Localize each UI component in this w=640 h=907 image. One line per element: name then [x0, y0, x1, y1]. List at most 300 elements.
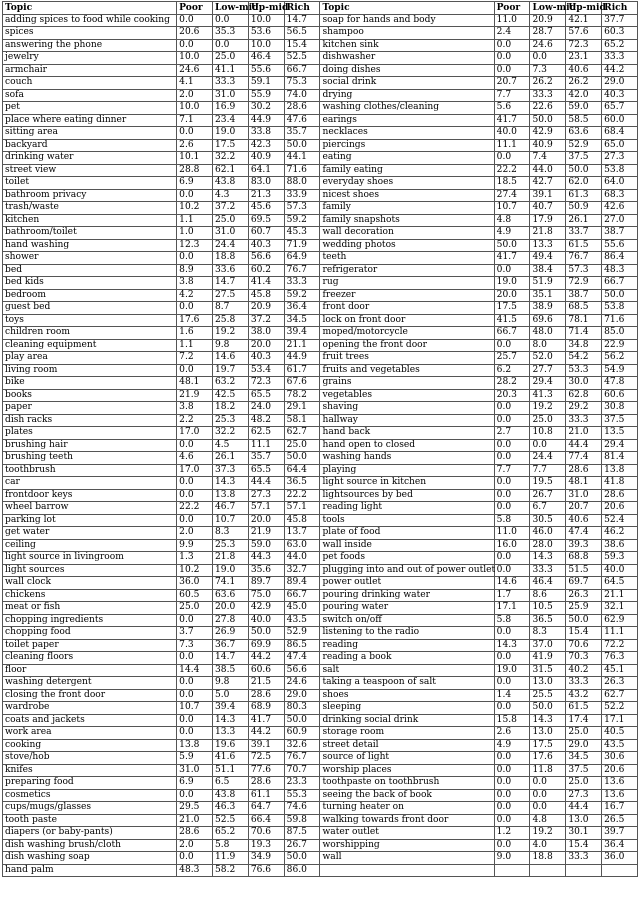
cell-poor-right: 1.7	[494, 589, 530, 602]
table-row	[3, 477, 638, 490]
cell-up-mid-left: 40.0	[248, 614, 284, 627]
cell-up-mid-right: 26.2	[566, 77, 602, 90]
table-row	[3, 464, 638, 477]
cell-rich-left: 24.6	[284, 677, 320, 690]
cell-poor-right: 0.0	[494, 339, 530, 352]
cell-up-mid-right: 70.6	[566, 639, 602, 652]
cell-rich-left: 86.0	[284, 864, 320, 877]
cell-low-mid-left: 25.8	[213, 314, 249, 327]
cell-up-mid-right: 57.3	[566, 264, 602, 277]
cell-poor-right: 2.6	[494, 727, 530, 740]
cell-poor-left: 1.3	[177, 552, 213, 565]
cell-topic-left: bathroom privacy	[3, 189, 177, 202]
cell-poor-right: 0.0	[494, 439, 530, 452]
cell-topic-left: trash/waste	[3, 202, 177, 215]
cell-rich-right: 27.3	[602, 152, 638, 165]
cell-poor-right: 0.0	[494, 702, 530, 715]
cell-up-mid-right: 61.5	[566, 702, 602, 715]
cell-poor-left: 0.0	[177, 689, 213, 702]
cell-low-mid-right: 33.3	[530, 564, 566, 577]
cell-rich-right: 66.7	[602, 277, 638, 290]
cell-topic-right: shampoo	[320, 27, 494, 40]
cell-rich-left: 60.9	[284, 727, 320, 740]
cell-poor-left: 22.2	[177, 502, 213, 515]
table-row	[3, 402, 638, 415]
cell-low-mid-right: 41.9	[530, 652, 566, 665]
table-row	[3, 539, 638, 552]
cell-rich-right: 81.4	[602, 452, 638, 465]
cell-low-mid-left: 37.3	[213, 464, 249, 477]
cell-low-mid-right: 41.3	[530, 389, 566, 402]
cell-topic-right: freezer	[320, 289, 494, 302]
cell-rich-right: 50.0	[602, 289, 638, 302]
cell-poor-right: 0.0	[494, 502, 530, 515]
cell-rich-right	[602, 864, 638, 877]
cell-up-mid-right: 29.0	[566, 739, 602, 752]
cell-up-mid-right: 26.1	[566, 214, 602, 227]
cell-low-mid-right: 40.9	[530, 139, 566, 152]
cell-topic-right: grains	[320, 377, 494, 390]
cell-poor-left: 17.0	[177, 464, 213, 477]
column-header-left-up-mid: Up-mid	[248, 2, 284, 15]
table-row	[3, 377, 638, 390]
cell-up-mid-left: 39.1	[248, 739, 284, 752]
cell-rich-left: 78.2	[284, 389, 320, 402]
results-table-container	[2, 1, 638, 877]
cell-low-mid-left: 27.8	[213, 614, 249, 627]
cell-low-mid-left: 14.7	[213, 277, 249, 290]
cell-rich-left: 22.2	[284, 489, 320, 502]
cell-low-mid-left: 19.2	[213, 327, 249, 340]
cell-rich-right: 40.3	[602, 89, 638, 102]
cell-up-mid-left: 40.9	[248, 152, 284, 165]
column-header-right-up-mid: Up-mid	[566, 2, 602, 15]
cell-low-mid-left: 14.6	[213, 352, 249, 365]
table-row	[3, 714, 638, 727]
cell-topic-right: worship places	[320, 764, 494, 777]
cell-low-mid-left: 4.5	[213, 439, 249, 452]
cell-rich-left: 50.0	[284, 852, 320, 865]
cell-up-mid-left: 55.9	[248, 89, 284, 102]
cell-up-mid-left: 44.2	[248, 652, 284, 665]
cell-poor-right: 41.5	[494, 314, 530, 327]
cell-topic-right: wedding photos	[320, 239, 494, 252]
cell-up-mid-right: 38.7	[566, 289, 602, 302]
cell-up-mid-left: 35.6	[248, 564, 284, 577]
cell-topic-left: toilet	[3, 177, 177, 190]
cell-poor-right: 0.0	[494, 489, 530, 502]
cell-low-mid-right: 30.5	[530, 514, 566, 527]
cell-low-mid-right: 7.7	[530, 464, 566, 477]
cell-up-mid-left: 37.2	[248, 314, 284, 327]
cell-low-mid-left: 26.9	[213, 627, 249, 640]
cell-up-mid-right: 57.6	[566, 27, 602, 40]
cell-poor-left: 0.0	[177, 852, 213, 865]
cell-rich-left: 61.7	[284, 364, 320, 377]
table-row	[3, 289, 638, 302]
cell-poor-left: 10.7	[177, 702, 213, 715]
cell-rich-right: 52.2	[602, 702, 638, 715]
cell-topic-left: plates	[3, 427, 177, 440]
cell-poor-left: 13.8	[177, 739, 213, 752]
cell-rich-right: 64.0	[602, 177, 638, 190]
cell-poor-left: 10.2	[177, 564, 213, 577]
cell-up-mid-right: 21.0	[566, 427, 602, 440]
cell-up-mid-right: 63.6	[566, 127, 602, 140]
cell-up-mid-right: 25.9	[566, 602, 602, 615]
cell-up-mid-right: 47.4	[566, 527, 602, 540]
cell-up-mid-right: 52.9	[566, 139, 602, 152]
cell-poor-right: 4.9	[494, 739, 530, 752]
cell-low-mid-right: 22.6	[530, 102, 566, 115]
cell-topic-right: opening the front door	[320, 339, 494, 352]
cell-poor-right: 16.0	[494, 539, 530, 552]
cell-topic-left: cups/mugs/glasses	[3, 802, 177, 815]
cell-low-mid-right: 24.6	[530, 39, 566, 52]
cell-rich-right: 33.3	[602, 52, 638, 65]
cell-topic-right: family eating	[320, 164, 494, 177]
table-row	[3, 677, 638, 690]
cell-poor-left: 17.6	[177, 314, 213, 327]
cell-rich-right: 41.8	[602, 477, 638, 490]
cell-poor-left: 2.0	[177, 89, 213, 102]
cell-poor-right: 18.5	[494, 177, 530, 190]
cell-poor-right: 0.0	[494, 152, 530, 165]
cell-low-mid-left: 31.0	[213, 89, 249, 102]
cell-topic-right: pet foods	[320, 552, 494, 565]
cell-topic-left: backyard	[3, 139, 177, 152]
cell-topic-right: sleeping	[320, 702, 494, 715]
cell-topic-right: hand open to closed	[320, 439, 494, 452]
cell-rich-right: 40.0	[602, 564, 638, 577]
table-row	[3, 802, 638, 815]
cell-low-mid-right: 0.0	[530, 52, 566, 65]
cell-topic-left: sofa	[3, 89, 177, 102]
cell-topic-right: nicest shoes	[320, 189, 494, 202]
cell-rich-right: 38.6	[602, 539, 638, 552]
cell-rich-left: 87.5	[284, 827, 320, 840]
cell-poor-right: 0.0	[494, 414, 530, 427]
cell-rich-left: 57.3	[284, 202, 320, 215]
table-row	[3, 514, 638, 527]
cell-topic-right: reading light	[320, 502, 494, 515]
cell-poor-left: 10.1	[177, 152, 213, 165]
cell-poor-left: 7.2	[177, 352, 213, 365]
cell-topic-right: wall inside	[320, 539, 494, 552]
cell-topic-right: tools	[320, 514, 494, 527]
table-row	[3, 602, 638, 615]
cell-topic-left: shower	[3, 252, 177, 265]
cell-poor-right: 14.3	[494, 639, 530, 652]
cell-up-mid-right: 44.4	[566, 439, 602, 452]
cell-low-mid-left: 36.7	[213, 639, 249, 652]
cell-topic-left: cosmetics	[3, 789, 177, 802]
cell-topic-left: diapers (or baby-pants)	[3, 827, 177, 840]
cell-low-mid-left: 18.2	[213, 402, 249, 415]
cell-rich-right: 26.5	[602, 814, 638, 827]
cell-up-mid-left: 21.3	[248, 189, 284, 202]
cell-rich-right: 13.6	[602, 789, 638, 802]
cell-poor-left: 20.6	[177, 27, 213, 40]
cell-topic-right: doing dishes	[320, 64, 494, 77]
cell-rich-right: 65.2	[602, 39, 638, 52]
results-table	[2, 1, 638, 877]
cell-up-mid-left: 41.7	[248, 714, 284, 727]
cell-up-mid-left: 20.0	[248, 339, 284, 352]
cell-rich-left: 32.7	[284, 564, 320, 577]
table-row	[3, 427, 638, 440]
cell-topic-right: worshipping	[320, 839, 494, 852]
cell-rich-right: 45.1	[602, 664, 638, 677]
cell-rich-left: 26.7	[284, 839, 320, 852]
cell-up-mid-left: 28.6	[248, 689, 284, 702]
cell-up-mid-right: 27.3	[566, 789, 602, 802]
cell-rich-left: 45.8	[284, 514, 320, 527]
cell-topic-right: source of light	[320, 752, 494, 765]
cell-poor-right: 15.8	[494, 714, 530, 727]
column-header-left-topic: Topic	[3, 2, 177, 15]
cell-up-mid-left: 10.0	[248, 14, 284, 27]
cell-rich-right: 29.4	[602, 439, 638, 452]
cell-poor-left: 14.4	[177, 664, 213, 677]
header-row	[3, 2, 638, 15]
cell-poor-left: 17.0	[177, 427, 213, 440]
table-row	[3, 214, 638, 227]
cell-poor-left: 31.0	[177, 764, 213, 777]
cell-poor-right: 10.7	[494, 202, 530, 215]
cell-topic-left: wall clock	[3, 577, 177, 590]
table-row	[3, 764, 638, 777]
cell-poor-right: 0.0	[494, 552, 530, 565]
cell-low-mid-right: 18.8	[530, 852, 566, 865]
cell-rich-left: 36.4	[284, 302, 320, 315]
cell-up-mid-left: 44.4	[248, 477, 284, 490]
cell-up-mid-left: 41.4	[248, 277, 284, 290]
cell-up-mid-right: 17.4	[566, 714, 602, 727]
cell-poor-left: 25.0	[177, 602, 213, 615]
cell-low-mid-right: 42.9	[530, 127, 566, 140]
cell-rich-left: 75.3	[284, 77, 320, 90]
cell-up-mid-right: 77.4	[566, 452, 602, 465]
cell-topic-right: fruit trees	[320, 352, 494, 365]
cell-low-mid-left: 21.8	[213, 552, 249, 565]
cell-up-mid-right: 37.5	[566, 152, 602, 165]
cell-low-mid-left: 43.8	[213, 177, 249, 190]
cell-low-mid-right: 51.9	[530, 277, 566, 290]
cell-poor-left: 2.0	[177, 839, 213, 852]
cell-up-mid-left: 59.0	[248, 539, 284, 552]
cell-low-mid-left: 13.8	[213, 489, 249, 502]
cell-poor-right: 28.2	[494, 377, 530, 390]
cell-poor-left: 21.9	[177, 389, 213, 402]
cell-topic-left: frontdoor keys	[3, 489, 177, 502]
cell-rich-left: 55.3	[284, 789, 320, 802]
cell-rich-left: 74.6	[284, 802, 320, 815]
cell-poor-right: 0.0	[494, 64, 530, 77]
table-row	[3, 777, 638, 790]
cell-topic-right: wall	[320, 852, 494, 865]
cell-low-mid-right: 38.4	[530, 264, 566, 277]
cell-rich-left: 43.5	[284, 614, 320, 627]
cell-up-mid-left: 72.3	[248, 377, 284, 390]
cell-low-mid-right: 28.7	[530, 27, 566, 40]
cell-topic-left: cleaning floors	[3, 652, 177, 665]
cell-low-mid-left: 26.1	[213, 452, 249, 465]
cell-low-mid-left: 16.9	[213, 102, 249, 115]
cell-poor-right: 0.0	[494, 452, 530, 465]
cell-low-mid-left: 11.9	[213, 852, 249, 865]
cell-low-mid-right: 35.1	[530, 289, 566, 302]
cell-low-mid-right: 7.3	[530, 64, 566, 77]
cell-up-mid-left: 20.9	[248, 302, 284, 315]
cell-up-mid-left: 69.9	[248, 639, 284, 652]
cell-low-mid-left: 10.7	[213, 514, 249, 527]
cell-poor-left: 0.0	[177, 39, 213, 52]
cell-low-mid-left: 18.8	[213, 252, 249, 265]
cell-rich-right: 26.3	[602, 677, 638, 690]
cell-rich-right: 37.7	[602, 14, 638, 27]
table-row	[3, 189, 638, 202]
column-header-right-topic: Topic	[320, 2, 494, 15]
cell-topic-left: light source in livingroom	[3, 552, 177, 565]
cell-poor-left: 7.3	[177, 639, 213, 652]
cell-low-mid-right: 40.7	[530, 202, 566, 215]
cell-topic-right: plugging into and out of power outlet	[320, 564, 494, 577]
cell-poor-right: 41.7	[494, 252, 530, 265]
cell-rich-left: 64.9	[284, 252, 320, 265]
cell-poor-right: 2.4	[494, 27, 530, 40]
cell-rich-left: 52.9	[284, 627, 320, 640]
cell-topic-right: hallway	[320, 414, 494, 427]
table-row	[3, 502, 638, 515]
cell-topic-right: toothpaste on toothbrush	[320, 777, 494, 790]
cell-topic-right: street detail	[320, 739, 494, 752]
cell-up-mid-left: 75.0	[248, 589, 284, 602]
cell-poor-left: 1.1	[177, 339, 213, 352]
cell-poor-left: 60.5	[177, 589, 213, 602]
cell-low-mid-right: 0.0	[530, 777, 566, 790]
cell-rich-right: 38.7	[602, 227, 638, 240]
cell-low-mid-right: 17.5	[530, 739, 566, 752]
table-row	[3, 202, 638, 215]
cell-up-mid-left: 44.2	[248, 727, 284, 740]
cell-poor-left: 0.0	[177, 489, 213, 502]
cell-low-mid-left: 0.0	[213, 14, 249, 27]
cell-topic-left: car	[3, 477, 177, 490]
cell-up-mid-left: 89.7	[248, 577, 284, 590]
cell-low-mid-right: 14.3	[530, 714, 566, 727]
cell-poor-right: 0.0	[494, 777, 530, 790]
cell-up-mid-left: 35.7	[248, 452, 284, 465]
cell-low-mid-left: 8.3	[213, 527, 249, 540]
cell-low-mid-right: 36.5	[530, 614, 566, 627]
cell-rich-left: 21.1	[284, 339, 320, 352]
cell-low-mid-right: 20.9	[530, 14, 566, 27]
cell-up-mid-right: 40.6	[566, 514, 602, 527]
cell-low-mid-left: 65.2	[213, 827, 249, 840]
cell-rich-left: 50.0	[284, 139, 320, 152]
table-row	[3, 489, 638, 502]
cell-poor-right: 5.8	[494, 514, 530, 527]
cell-up-mid-right: 44.4	[566, 802, 602, 815]
cell-topic-left: couch	[3, 77, 177, 90]
table-row	[3, 77, 638, 90]
table-row	[3, 414, 638, 427]
cell-low-mid-left: 19.7	[213, 364, 249, 377]
cell-low-mid-right: 25.0	[530, 414, 566, 427]
cell-up-mid-left: 19.3	[248, 839, 284, 852]
cell-rich-right: 68.3	[602, 189, 638, 202]
cell-rich-right: 39.7	[602, 827, 638, 840]
cell-poor-right: 6.2	[494, 364, 530, 377]
cell-low-mid-right: 11.8	[530, 764, 566, 777]
cell-topic-left: closing the front door	[3, 689, 177, 702]
cell-low-mid-right: 10.5	[530, 602, 566, 615]
cell-poor-left: 10.2	[177, 202, 213, 215]
cell-topic-right: salt	[320, 664, 494, 677]
table-row	[3, 727, 638, 740]
cell-low-mid-right: 8.0	[530, 339, 566, 352]
cell-up-mid-right: 54.2	[566, 352, 602, 365]
cell-low-mid-left: 25.3	[213, 414, 249, 427]
cell-poor-right: 11.0	[494, 14, 530, 27]
cell-topic-left: bedroom	[3, 289, 177, 302]
cell-up-mid-right: 78.1	[566, 314, 602, 327]
cell-rich-right: 85.0	[602, 327, 638, 340]
cell-rich-left: 59.2	[284, 289, 320, 302]
cell-poor-right: 0.0	[494, 764, 530, 777]
cell-low-mid-left: 32.2	[213, 427, 249, 440]
cell-poor-left: 0.0	[177, 714, 213, 727]
cell-poor-right	[494, 864, 530, 877]
cell-poor-right: 5.8	[494, 614, 530, 627]
cell-rich-right: 16.7	[602, 802, 638, 815]
cell-poor-right: 19.0	[494, 664, 530, 677]
cell-topic-left: kitchen	[3, 214, 177, 227]
table-row	[3, 552, 638, 565]
cell-rich-left: 45.0	[284, 602, 320, 615]
cell-topic-left: play area	[3, 352, 177, 365]
cell-poor-right: 9.0	[494, 852, 530, 865]
cell-rich-left: 63.0	[284, 539, 320, 552]
cell-poor-left: 6.9	[177, 177, 213, 190]
cell-low-mid-right: 0.0	[530, 439, 566, 452]
table-row	[3, 139, 638, 152]
cell-rich-right: 47.8	[602, 377, 638, 390]
cell-rich-left: 88.0	[284, 177, 320, 190]
cell-topic-left: toothbrush	[3, 464, 177, 477]
cell-low-mid-left: 32.2	[213, 152, 249, 165]
cell-poor-right: 0.0	[494, 39, 530, 52]
cell-topic-right: listening to the radio	[320, 627, 494, 640]
cell-rich-left: 64.4	[284, 464, 320, 477]
cell-poor-right: 4.9	[494, 227, 530, 240]
cell-poor-left: 12.3	[177, 239, 213, 252]
cell-topic-left: paper	[3, 402, 177, 415]
cell-low-mid-left: 25.0	[213, 52, 249, 65]
cell-poor-right: 20.7	[494, 77, 530, 90]
cell-poor-right: 11.0	[494, 527, 530, 540]
cell-topic-left: spices	[3, 27, 177, 40]
table-row	[3, 789, 638, 802]
table-row	[3, 627, 638, 640]
cell-rich-right: 60.6	[602, 389, 638, 402]
cell-low-mid-right: 26.7	[530, 489, 566, 502]
cell-low-mid-left: 19.0	[213, 127, 249, 140]
cell-low-mid-right: 6.7	[530, 502, 566, 515]
cell-topic-right: walking towards front door	[320, 814, 494, 827]
cell-topic-right: drying	[320, 89, 494, 102]
